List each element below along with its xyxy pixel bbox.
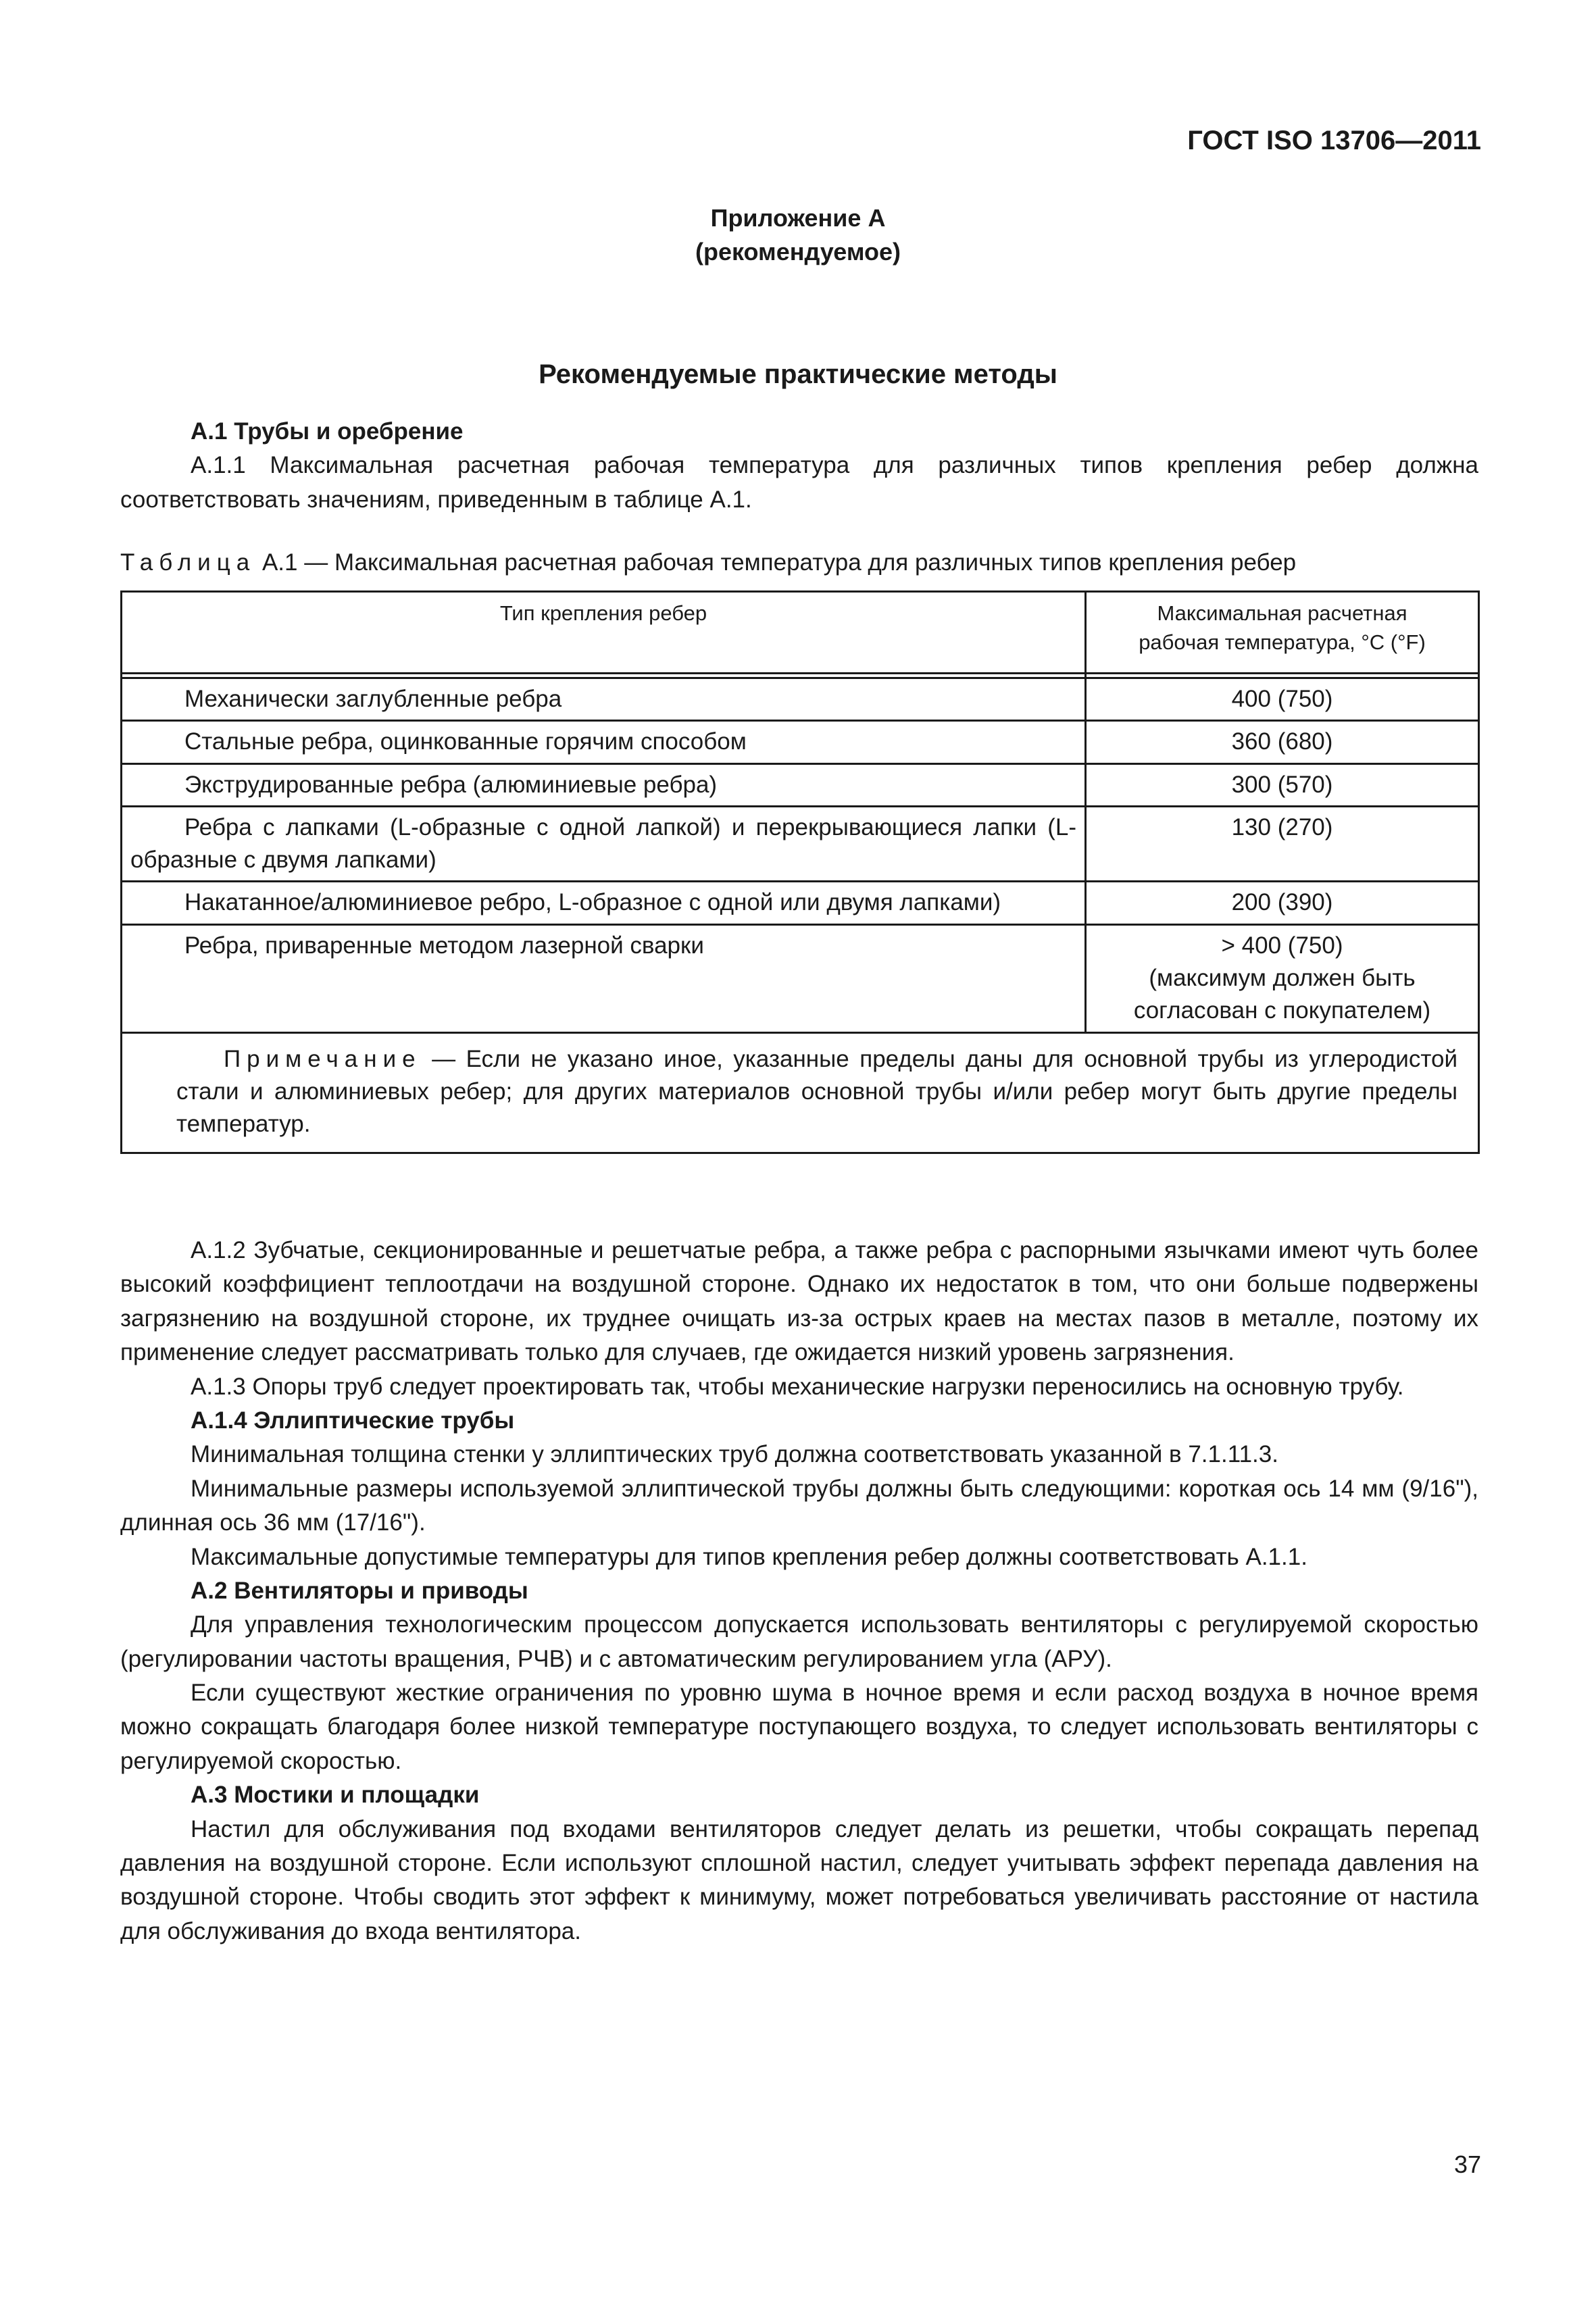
table-caption bbox=[120, 546, 1478, 580]
paragraph-a114-1: Минимальная толщина стенки у эллиптических труб должна соответствовать указанной в 7.1.11.3. bbox=[191, 1441, 1278, 1468]
paragraph-a2-2: Если существуют жесткие ограничения по уровню шума в ночное время и если расход воздуха в ночное время можно сокращать благодаря более низкой температуре поступающего воздуха, то следует использовать вентиляторы с регулируемой скоростью. bbox=[120, 1680, 1478, 1774]
paragraph-a2-1: Для управления технологическим процессом допускается использовать вентиляторы с регулируемой скоростью (регулировании частоты вращения, РЧВ) и с автоматическим регулированием угла (АРУ). bbox=[120, 1611, 1478, 1672]
paragraph-a112: А.1.2 Зубчатые, секционированные и решетчатые ребра, а также ребра с распорными язычками имеют чуть более высокий коэффициент теплоотдачи на воздушной стороне. Однако их недостаток в том, что они больше подвержены загрязнению на воздушной стороне, их труднее очищать из-за острых краев на местах пазов в металле, поэтому их применение следует рассматривать только для случаев, где ожидается низкий уровень загрязнения. bbox=[120, 1237, 1478, 1366]
paragraph-a114-2: Минимальные размеры используемой эллиптической трубы должны быть следующими: короткая ось 14 мм (9/16"), длинная ось 36 мм (17/16"). bbox=[120, 1475, 1478, 1536]
annex-title: Приложение А bbox=[710, 204, 886, 232]
annex-status: (рекомендуемое) bbox=[695, 237, 901, 266]
table-note bbox=[122, 1032, 1479, 1153]
paragraph-a111: А.1.1 Максимальная расчетная рабочая температура для различных типов крепления ребер должна соответствовать значениям, приведенным в таблице А.1. bbox=[120, 452, 1478, 513]
cell-temperature: 400 (750) bbox=[1086, 678, 1479, 721]
table-row bbox=[122, 763, 1479, 806]
table-row bbox=[122, 882, 1479, 924]
main-text bbox=[120, 1234, 1478, 1948]
paragraph-a114-3: Максимальные допустимые температуры для типов крепления ребер должны соответствовать А.1.1. bbox=[191, 1543, 1307, 1570]
table-header-divider bbox=[122, 674, 1479, 678]
heading-a1: А.1 Трубы и оребрение bbox=[191, 418, 464, 445]
table-caption-word: Таблица bbox=[120, 549, 256, 576]
document-code: ГОСТ ISO 13706—2011 bbox=[1187, 126, 1481, 155]
heading-a2: А.2 Вентиляторы и приводы bbox=[191, 1577, 528, 1604]
header-max-temp: Максимальная расчетная рабочая температура, °С (°F) bbox=[1086, 592, 1479, 674]
cell-fin-type: Ребра с лапками (L-образные с одной лапкой) и перекрывающиеся лапки (L-образные с двумя лапками) bbox=[122, 806, 1086, 882]
heading-a114: А.1.4 Эллиптические трубы bbox=[191, 1407, 515, 1434]
annex-heading bbox=[0, 201, 1596, 268]
heading-a3: А.3 Мостики и площадки bbox=[191, 1782, 480, 1809]
header-fin-type: Тип крепления ребер bbox=[122, 592, 1086, 674]
cell-temperature: > 400 (750) (максимум должен быть согласован с покупателем) bbox=[1086, 924, 1479, 1032]
table-caption-text: А.1 — Максимальная расчетная рабочая температура для различных типов крепления ребер bbox=[255, 549, 1297, 576]
table-row bbox=[122, 678, 1479, 721]
table-row bbox=[122, 721, 1479, 763]
table-row bbox=[122, 924, 1479, 1032]
note-label: Примечание bbox=[224, 1045, 422, 1072]
cell-fin-type: Экструдированные ребра (алюминиевые ребра) bbox=[122, 763, 1086, 806]
table-note-row bbox=[122, 1032, 1479, 1153]
cell-temperature: 300 (570) bbox=[1086, 763, 1479, 806]
table-row bbox=[122, 806, 1479, 882]
fin-temperature-table bbox=[120, 590, 1480, 1154]
section-a1-intro bbox=[120, 415, 1478, 517]
page-number: 37 bbox=[1453, 2150, 1481, 2178]
cell-fin-type: Механически заглубленные ребра bbox=[122, 678, 1086, 721]
cell-fin-type: Накатанное/алюминиевое ребро, L-образное с одной или двумя лапками) bbox=[122, 882, 1086, 924]
cell-temperature: 360 (680) bbox=[1086, 721, 1479, 763]
table-header-row bbox=[122, 592, 1479, 674]
paragraph-a113: А.1.3 Опоры труб следует проектировать так, чтобы механические нагрузки переносились на основную трубу. bbox=[191, 1373, 1404, 1400]
cell-fin-type: Стальные ребра, оцинкованные горячим способом bbox=[122, 721, 1086, 763]
section-title: Рекомендуемые практические методы bbox=[539, 359, 1057, 389]
note-text: — Если не указано иное, указанные пределы даны для основной трубы из углеродистой стали и алюминиевых ребер; для других материалов основной трубы и/или ребер могут быть другие пределы температур. bbox=[176, 1045, 1457, 1138]
cell-fin-type: Ребра, приваренные методом лазерной сварки bbox=[122, 924, 1086, 1032]
cell-temperature: 200 (390) bbox=[1086, 882, 1479, 924]
cell-temperature: 130 (270) bbox=[1086, 806, 1479, 882]
paragraph-a3-1: Настил для обслуживания под входами вентиляторов следует делать из решетки, чтобы сокращать перепад давления на воздушной стороне. Если используют сплошной настил, следует учитывать эффект перепада давления на воздушной стороне. Чтобы сводить этот эффект к минимуму, может потребоваться увеличивать расстояние от настила для обслуживания до входа вентилятора. bbox=[120, 1815, 1478, 1944]
